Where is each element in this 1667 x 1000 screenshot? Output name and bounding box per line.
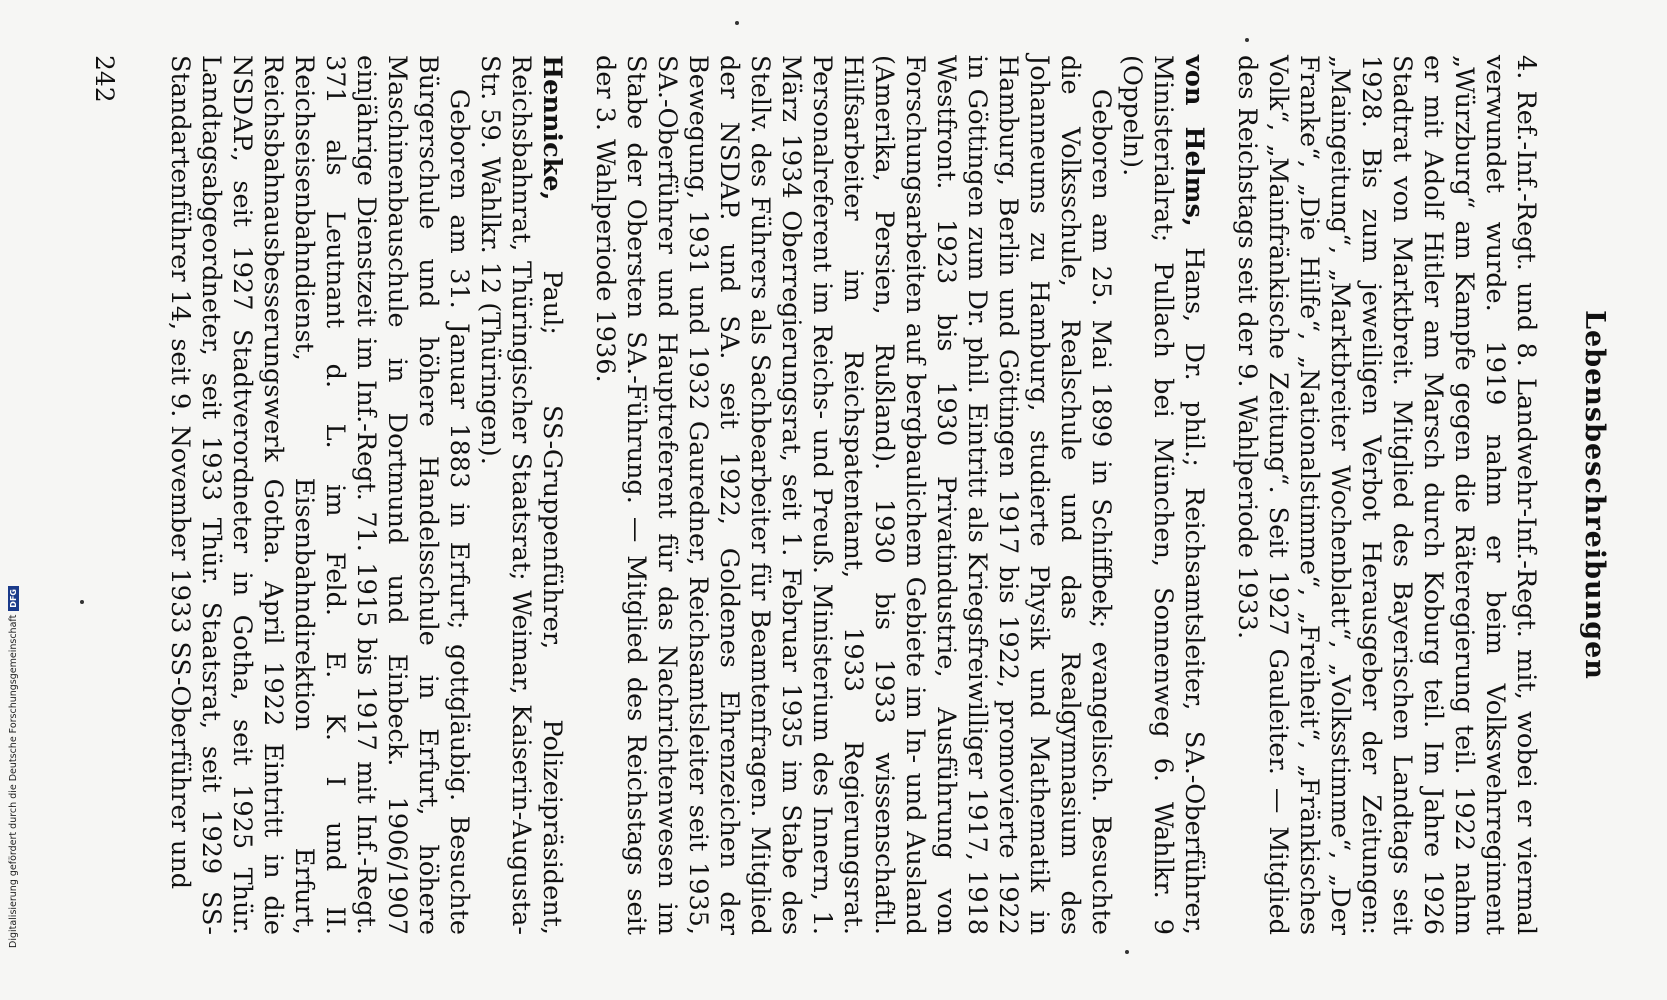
digitization-credit: [8, 568, 19, 948]
entry-header: [474, 55, 567, 935]
biography-entry-helms: [589, 55, 1209, 935]
entry-name: Hennicke,: [537, 55, 567, 201]
scan-speck: [80, 600, 84, 604]
scan-speck: [1125, 950, 1129, 954]
dfg-logo: DFG: [8, 586, 19, 611]
scan-speck: [735, 21, 739, 25]
entry-body: Geboren am 31. Januar 1883 in Erfurt; gottgläubig. Besuchte Bürgerschule und höhere Handelsschule in Erfurt, höhere Maschinenbauschule in Dortmund und Einbeck. 1906/1907 einjährige Dienstzeit im Inf.-Regt. 71. 1915 bis 1917 mit Inf.-Regt. 371 als Leutnant d. L. im Feld. E. K. I und II. Reichseisenbahndienst, Eisenbahndirektion Erfurt, Reichsbahnausbesserungswerk Gotha. April 1922 Eintritt in die NSDAP., seit 1927 Stadtverordneter in Gotha, seit 1925 Thür. Landtagsabgeordneter, seit 1933 Thür. Staatsrat, seit 1929 SS-Standartenführer 14, seit 9. November 1933 SS-Oberführer und: [165, 55, 474, 935]
biography-entry-hennicke: [164, 55, 567, 935]
continuation-paragraph: 4. Ref.-Inf.-Regt. und 8. Landwehr-Inf.-Regt. mit, wobei er viermal verwundet wurde. 1919 nahm er beim Volkswehrregiment „Würzburg“ am Kampfe gegen die Räteregierung teil. 1922 nahm er mit Adolf Hitler am Marsch durch Koburg teil. Im Jahre 1926 Stadtrat von Marktbreit. Mitglied des Bayerischen Landtags seit 1928. Bis zum jeweiligen Verbot Herausgeber der Zeitungen: „Maingeitung“, „Marktbreiter Wochenblatt“, „Volksstimme“, „Der Franke“, „Die Hilfe“, „Nationalstimme“, „Freiheit“, „Fränkisches Volk“, „Mainfränkische Zeitung“. Seit 1927 Gauleiter. — Mitglied des Reichstags seit der 9. Wahlperiode 1933.: [1232, 55, 1541, 935]
document-page: [40, 45, 1610, 945]
running-head: Lebensbeschreibungen: [1579, 310, 1610, 680]
entry-header-text: Paul; SS-Gruppenführer, Polizeipräsident, Reichsbahnrat, Thüringischer Staatsrat; Weimar, Kaiserin-Augusta-Str. 59. Wahlkr. 12 (Thüringen).: [475, 55, 567, 935]
entry-header-text: Hans, Dr. phil.; Reichsamtsleiter, SA.-Oberführer, Ministerialrat; Pullach bei München, Sonnenweg 6. Wahlkr. 9 (Oppeln).: [1117, 55, 1209, 935]
scan-speck: [1245, 38, 1249, 42]
entry-body: Geboren am 25. Mai 1899 in Schiffbek; evangelisch. Besuchte die Volksschule, Realschule und das Realgymnasium des Johanneums zu Hamburg, studierte Physik und Mathematik in Hamburg, Berlin und Göttingen 1917 bis 1922, promovierte 1922 in Göttingen zum Dr. phil. Eintritt als Kriegsfreiwilliger 1917, 1918 Westfront. 1923 bis 1930 Privatindustrie, Ausführung von Forschungsarbeiten auf bergbaulichem Gebiete im In- und Ausland (Amerika, Persien, Rußland). 1930 bis 1933 wissenschaftl. Hilfsarbeiter im Reichspatentamt, 1933 Regierungsrat. Personalreferent im Reichs- und Preuß. Ministerium des Innern, 1. März 1934 Oberregierungsrat, seit 1. Februar 1935 im Stabe des Stellv. des Führers als Sachbearbeiter für Beamtenfragen. Mitglied der NSDAP. und SA. seit 1922, Goldenes Ehrenzeichen der Bewegung, 1931 und 1932 Gauredner, Reichsamtsleiter seit 1935, SA.-Oberführer und Hauptreferent für das Nachrichtenwesen im Stabe der Obersten SA.-Führung. — Mitglied des Reichstags seit der 3. Wahlperiode 1936.: [590, 55, 1116, 935]
page-number: 242: [90, 55, 119, 103]
entry-name: von Helms,: [1179, 55, 1209, 227]
credit-text: Digitalisierung gefördert durch die Deutsche Forschungsgemeinschaft: [8, 614, 19, 948]
entry-header: [1116, 55, 1209, 935]
